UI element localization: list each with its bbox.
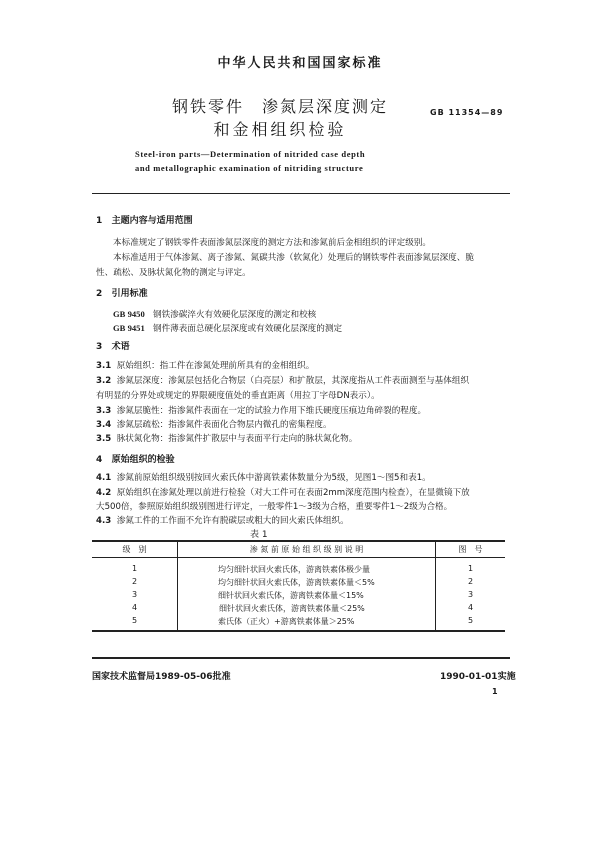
cell-grade: 3: [131, 590, 138, 599]
header-figure-no: 图 号: [458, 545, 483, 554]
term-text: 渗氮层疏松：指渗氮件表面化合物层内微孔的密集程度。: [116, 420, 332, 430]
section-title: 术语: [111, 342, 130, 352]
inspection-item: [96, 471, 431, 483]
section-3-heading: [96, 339, 130, 352]
cell-figure: 5: [467, 616, 474, 625]
cell-description: 均匀细针状回火索氏体，游离铁素体极少量: [218, 565, 370, 574]
cell-figure: 3: [467, 590, 474, 599]
title-en-line2: and metallographic examination of nitriding structure: [135, 163, 364, 173]
section-title: 引用标准: [111, 289, 148, 299]
reference-item: [113, 322, 342, 334]
reference-title: 钢铁渗碳淬火有效硬化层深度的测定和校核: [152, 310, 317, 320]
cell-grade: 1: [131, 564, 138, 573]
term-text: 脉状氮化物：指渗氮件扩散层中与表面平行走向的脉状氮化物。: [116, 434, 358, 444]
section-1-para2-line1: 本标准适用于气体渗氮、离子渗氮、氮碳共渗（软氮化）处理后的钢铁零件表面渗氮层深度、脆: [113, 253, 474, 263]
term-item: [96, 374, 469, 386]
item-text: 原始组织在渗氮处理以前进行检验（对大工件可在表面2mm深度范围内检查），在显微镜下放: [116, 488, 470, 498]
term-item: [96, 404, 426, 416]
term-text-continuation: 有明显的分界处或规定的界限硬度值处的垂直距离（用拉丁字母DN表示）。: [96, 391, 380, 401]
item-number: 4.3: [96, 516, 112, 526]
section-4-heading: [96, 452, 175, 465]
item-text: 渗氮前原始组织级别按回火索氏体中游离铁素体数量分为5级，见图1～图5和表1。: [116, 473, 431, 483]
section-2-heading: [96, 286, 148, 299]
term-number: 3.2: [96, 376, 112, 386]
table-header-rule: [92, 557, 505, 558]
cell-grade: 2: [131, 577, 138, 586]
cell-description: 细针状回火索氏体，游离铁素体量＜15%: [218, 591, 364, 600]
section-1-para1: 本标准规定了钢铁零件表面渗氮层深度的测定方法和渗氮前后金相组织的评定级别。: [113, 238, 431, 248]
section-title: 主题内容与适用范围: [111, 216, 193, 226]
cell-figure: 2: [467, 577, 474, 586]
header-divider: [92, 193, 510, 194]
section-title: 原始组织的检验: [111, 455, 175, 465]
footer-rule: [92, 657, 510, 659]
term-number: 3.4: [96, 420, 112, 430]
term-text: 渗氮层脆性：指渗氮件表面在一定的试验力作用下维氏硬度压痕边角碎裂的程度。: [116, 406, 427, 416]
cell-description: 细针状回火索氏体，游离铁素体量＜25%: [219, 604, 365, 613]
item-number: 4.1: [96, 473, 112, 483]
title-cn-line2: 和金相组织检验: [213, 120, 347, 139]
section-1-para2-line2: 性、疏松、及脉状氮化物的测定与评定。: [96, 268, 251, 278]
cell-grade: 4: [131, 603, 138, 612]
section-number: 1: [96, 216, 103, 226]
effective-date: 1990-01-01实施: [440, 672, 516, 682]
cell-description: 索氏体（正火）+游离铁素体量＞25%: [218, 617, 355, 626]
term-number: 3.5: [96, 434, 112, 444]
approval-date: 国家技术监督局1989-05-06批准: [92, 672, 231, 682]
cell-figure: 4: [467, 603, 474, 612]
inspection-item: [96, 486, 470, 498]
term-number: 3.3: [96, 406, 112, 416]
term-item: [96, 432, 357, 444]
item-text: 渗氮工件的工作面不允许有脱碳层或粗大的回火索氏体组织。: [116, 516, 349, 526]
section-number: 4: [96, 455, 103, 465]
standard-number: GB 11354—89: [430, 108, 504, 117]
section-number: 2: [96, 289, 103, 299]
item-number: 4.2: [96, 488, 112, 498]
item-text-continuation: 大500倍，参照原始组织级别图进行评定，一般零件1～3级为合格，重要零件1～2级为合格。: [96, 502, 453, 512]
title-cn-line1: 钢铁零件 渗氮层深度测定: [171, 97, 388, 116]
term-text: 渗氮层深度：渗氮层包括化合物层（白亮层）和扩散层，其深度指从工件表面测至与基体组织: [116, 376, 470, 386]
header-description: 渗 氮 前 原 始 组 织 级 别 说 明: [249, 545, 364, 554]
reference-title: 钢件薄表面总硬化层深度或有效硬化层深度的测定: [152, 324, 343, 334]
inspection-item: [96, 514, 349, 526]
reference-code: GB 9451: [113, 323, 145, 333]
table-caption: 表 1: [250, 530, 268, 540]
header-grade: 级 别: [122, 545, 147, 554]
table-bottom-rule: [92, 630, 505, 632]
national-standard-label: 中华人民共和国国家标准: [217, 56, 383, 71]
term-number: 3.1: [96, 361, 112, 371]
reference-code: GB 9450: [113, 309, 145, 319]
term-item: [96, 359, 314, 371]
section-number: 3: [96, 342, 103, 352]
term-item: [96, 418, 332, 430]
section-1-heading: [96, 213, 193, 226]
cell-description: 均匀细针状回火索氏体，游离铁素体量＜5%: [218, 578, 375, 587]
table-top-rule: [92, 540, 505, 542]
cell-grade: 5: [131, 616, 138, 625]
cell-figure: 1: [467, 564, 474, 573]
page-number: 1: [492, 687, 498, 696]
term-text: 原始组织：指工件在渗氮处理前所具有的金相组织。: [116, 361, 315, 371]
reference-item: [113, 308, 316, 320]
title-en-line1: Steel-iron parts—Determination of nitrided case depth: [135, 149, 366, 159]
